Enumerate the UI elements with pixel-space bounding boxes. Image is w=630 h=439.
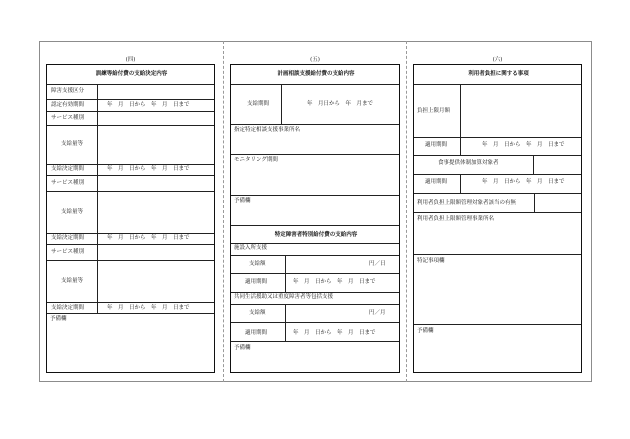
applied-label-meal: 適用期間 xyxy=(425,179,448,185)
panel5-notes-label-2: 予備欄 xyxy=(234,345,251,351)
panel4-form xyxy=(46,64,215,373)
period-value-1: 年 月 日から 年 月 日まで xyxy=(107,166,190,172)
validity-label: 認定有効期間 xyxy=(51,102,85,108)
service-type-label-3: サービス種別 xyxy=(51,249,85,255)
amount-label-2: 支給量等 xyxy=(61,209,84,215)
period-label-3: 支給決定期間 xyxy=(51,305,85,311)
applied-label-group: 適用期間 xyxy=(245,330,268,336)
amount-label-group: 支給額 xyxy=(249,310,266,316)
special-benefit-title: 特定障害者特別給付費の支給内容 xyxy=(274,232,358,238)
panel6-heading: (六) xyxy=(492,57,503,63)
applied-value-cap: 年 月 日から 年 月 日まで xyxy=(482,142,565,148)
meal-provision-label: 食事提供体制加算対象者 xyxy=(438,160,499,166)
period-label-2: 支給決定期間 xyxy=(51,235,85,241)
panel6-form xyxy=(413,64,582,373)
applied-label-cap: 適用期間 xyxy=(425,142,448,148)
period-value-3: 年 月 日から 年 月 日まで xyxy=(107,305,190,311)
panel5-form xyxy=(230,64,400,373)
amount-label-1: 支給量等 xyxy=(61,141,84,147)
applied-value-group: 年 月 日から 年 月 日まで xyxy=(293,330,376,336)
panel4-notes-label: 予備欄 xyxy=(50,316,67,322)
panel5-title: 計画相談支援給付費の支給内容 xyxy=(277,71,355,77)
page-divider-1 xyxy=(223,41,224,382)
monthly-cap-label: 負担上限月額 xyxy=(417,108,451,114)
special-notes-label: 特記事項欄 xyxy=(417,258,445,264)
facility-label: 施設入所支援 xyxy=(234,245,268,251)
page-divider-2 xyxy=(406,41,407,382)
period-label-1: 支給決定期間 xyxy=(51,166,85,172)
service-type-label-2: サービス種別 xyxy=(51,180,85,186)
service-type-label-1: サービス種別 xyxy=(51,115,85,121)
panel5-notes-label-1: 予備欄 xyxy=(234,198,251,204)
panel4-title: 訓練等給付費の支給決定内容 xyxy=(95,71,168,77)
cap-management-label: 利用者負担上限額管理対象者該当の有無 xyxy=(417,200,517,206)
amount-label-3: 支給量等 xyxy=(61,278,84,284)
period-value-2: 年 月 日から 年 月 日まで xyxy=(107,235,190,241)
amount-label-facility: 支給額 xyxy=(249,261,266,267)
cap-office-label: 利用者負担上限額管理事業所名 xyxy=(417,216,495,222)
consult-office-label: 指定特定相談支援事業所名 xyxy=(234,127,301,133)
amount-unit-facility: 円／日 xyxy=(369,261,386,267)
applied-value-facility: 年 月 日から 年 月 日まで xyxy=(293,279,376,285)
panel6-notes-label: 予備欄 xyxy=(417,328,434,334)
panel5-heading: (五) xyxy=(310,57,320,63)
applied-label-facility: 適用期間 xyxy=(245,279,268,285)
monitoring-label: モニタリング期間 xyxy=(234,157,278,163)
disability-category-label: 障害支援区分 xyxy=(51,88,85,94)
consult-period-label: 支給期間 xyxy=(247,101,270,107)
consult-period-value: 年 月日から 年 月まで xyxy=(307,101,374,107)
applied-value-meal: 年 月 日から 年 月 日まで xyxy=(482,179,565,185)
panel4-heading: (四) xyxy=(125,57,136,63)
panel6-title: 利用者負担に関する事項 xyxy=(468,71,529,77)
amount-unit-group: 円／月 xyxy=(369,310,386,316)
group-home-label: 共同生活援助又は重度障害者等包括支援 xyxy=(234,294,334,300)
validity-value: 年 月 日から 年 月 日まで xyxy=(107,102,190,108)
